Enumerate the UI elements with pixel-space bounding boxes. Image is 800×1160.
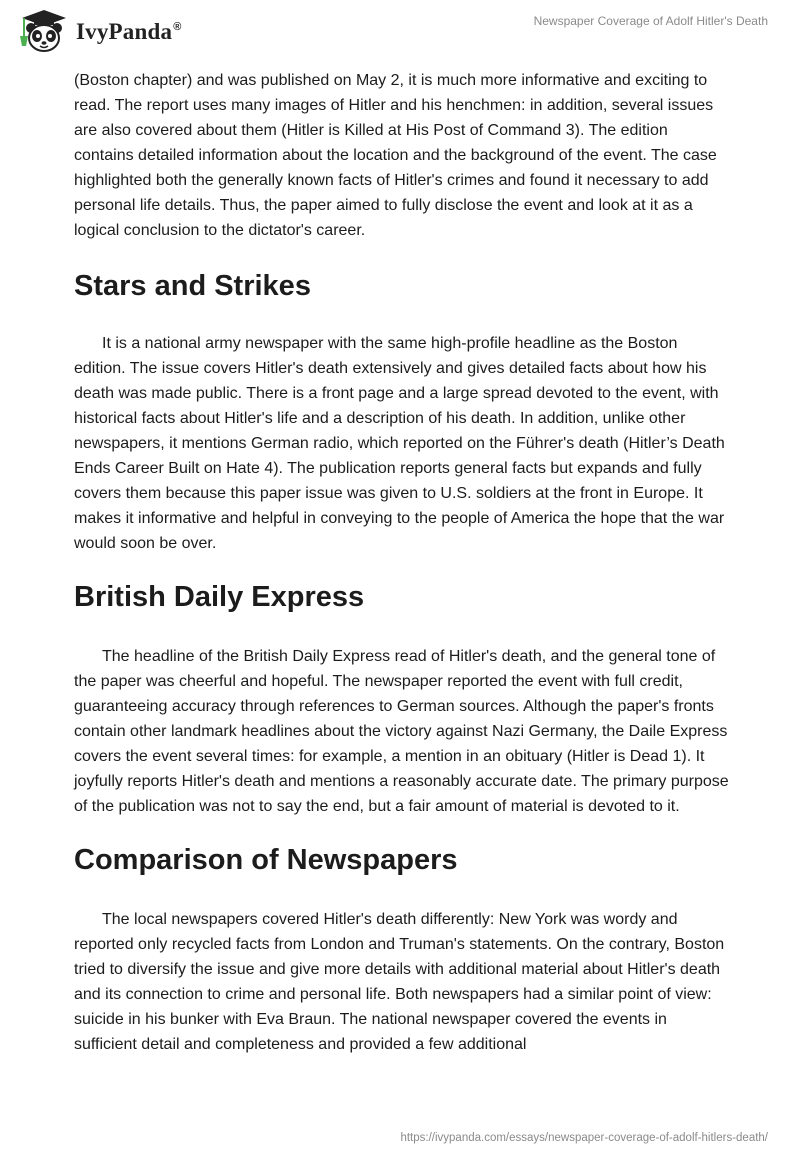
panda-graduate-icon xyxy=(14,6,70,56)
essay-body xyxy=(74,68,730,1057)
registered-mark: ® xyxy=(173,21,182,34)
heading-comparison-of-newspapers: Comparison of Newspapers xyxy=(74,844,458,876)
page-header xyxy=(0,0,800,64)
logo-name: IvyPanda xyxy=(76,19,173,44)
ivypanda-logo[interactable] xyxy=(14,6,182,56)
heading-british-daily-express: British Daily Express xyxy=(74,581,365,613)
source-url[interactable]: https://ivypanda.com/essays/newspaper-coverage-of-adolf-hitlers-death/ xyxy=(400,1132,768,1144)
paragraph-stars-and-strikes: It is a national army newspaper with the same high-profile headline as the Boston edition. The issue covers Hitler's death extensively and gives detailed facts about how his death was made public. There is a front page and a large spread devoted to the event, with historical facts about Hitler's life and a description of his death. In addition, unlike other newspapers, it mentions German radio, which reported on the Führer's death (Hitler’s Death Ends Career Built on Hate 4). The publication reports general facts but expands and fully covers them because this paper issue was given to U.S. soldiers at the front in Europe. It makes it informative and helpful in conveying to the people of America the hope that the war would soon be over. xyxy=(74,335,725,552)
logo-wordmark xyxy=(76,19,182,45)
paragraph-comparison-of-newspapers: The local newspapers covered Hitler's death differently: New York was wordy and reported only recycled facts from London and Truman's statements. On the contrary, Boston tried to diversify the issue and give more details with additional material about Hitler's death and its connection to crime and personal life. Both newspapers had a similar point of view: suicide in his bunker with Eva Braun. The national newspaper covered the events in sufficient detail and completeness and provided a few additional xyxy=(74,911,725,1053)
heading-stars-and-strikes: Stars and Strikes xyxy=(74,270,311,302)
paragraph-british-daily-express: The headline of the British Daily Express read of Hitler's death, and the general tone of the paper was cheerful and hopeful. The newspaper reported the event with full credit, guaranteeing accuracy through references to German sources. Although the paper's fronts contain other landmark headlines about the victory against Nazi Germany, the Daile Express covers the event several times: for example, a mention in an obituary (Hitler is Dead 1). It joyfully reports Hitler's death and mentions a reasonably accurate date. The primary purpose of the publication was not to say the end, but a fair amount of material is devoted to it. xyxy=(74,648,729,815)
document-title: Newspaper Coverage of Adolf Hitler's Death xyxy=(533,14,768,28)
intro-paragraph: (Boston chapter) and was published on May 2, it is much more informative and exciting to read. The report uses many images of Hitler and his henchmen: in addition, several issues are also covered about them (Hitler is Killed at His Post of Command 3). The edition contains detailed information about the location and the background of the event. The case highlighted both the generally known facts of Hitler's crimes and found it necessary to add personal life details. Thus, the paper aimed to fully disclose the event and look at it as a logical conclusion to the dictator's career. xyxy=(74,72,717,239)
